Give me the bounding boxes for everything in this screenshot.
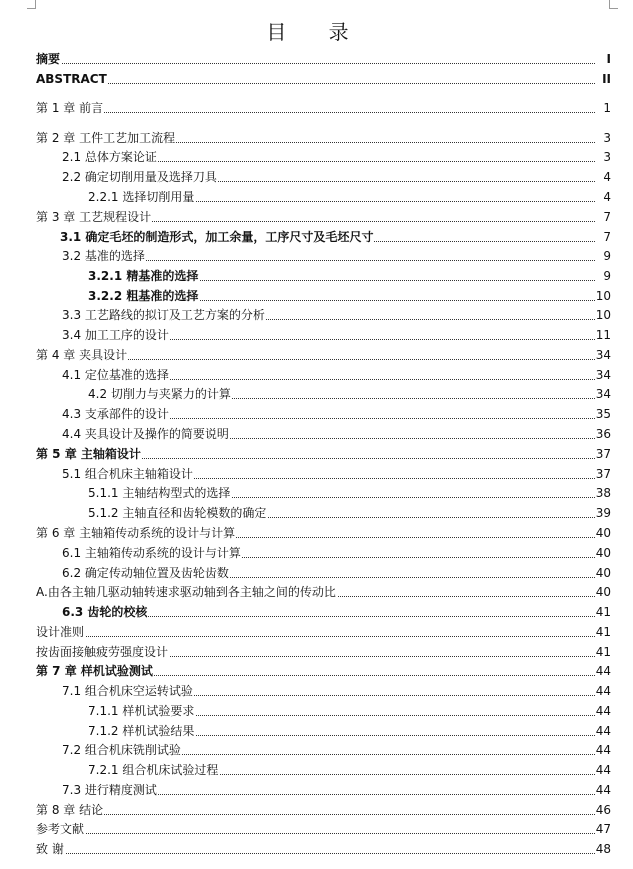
toc-entry-page: 37 — [595, 467, 611, 481]
toc-entry[interactable] — [0, 702, 633, 720]
toc-entry-page: 44 — [595, 783, 611, 797]
toc-entry-page: 11 — [595, 328, 611, 342]
toc-entry[interactable] — [0, 346, 633, 364]
toc-entry-page: 47 — [595, 822, 611, 836]
toc-entry[interactable] — [0, 287, 633, 305]
toc-entry-label: 7.1.2 样机试验结果 — [88, 724, 195, 738]
toc-entry[interactable] — [0, 662, 633, 680]
toc-entry[interactable] — [0, 366, 633, 384]
toc-entry-label: ABSTRACT — [36, 72, 107, 86]
toc-entry-page: 38 — [595, 486, 611, 500]
toc-entry-label: 5.1.2 主轴直径和齿轮模数的确定 — [88, 506, 267, 520]
toc-entry-label: 7.1.1 样机试验要求 — [88, 704, 195, 718]
toc-entry-page: 1 — [595, 99, 611, 117]
toc-entry[interactable] — [0, 228, 633, 246]
toc-entry-label: 6.3 齿轮的校核 — [62, 605, 148, 619]
toc-entry-label: 2.2 确定切削用量及选择刀具 — [62, 170, 217, 184]
toc-entry[interactable] — [0, 385, 633, 403]
toc-entry-page: 34 — [595, 387, 611, 401]
margin-mark-right — [609, 0, 618, 9]
toc-entry-page: 10 — [595, 308, 611, 322]
toc-entry[interactable] — [0, 99, 633, 117]
toc-entry-label: 3.3 工艺路线的拟订及工艺方案的分析 — [62, 308, 265, 322]
toc-entry[interactable] — [0, 129, 633, 147]
toc-entry[interactable] — [0, 544, 633, 562]
toc-entry-page: 37 — [595, 447, 611, 461]
toc-entry[interactable] — [0, 465, 633, 483]
toc-entry-label: 第 6 章 主轴箱传动系统的设计与计算 — [36, 526, 236, 540]
toc-entry[interactable] — [0, 504, 633, 522]
toc-entry-label: 第 2 章 工件工艺加工流程 — [36, 131, 176, 145]
toc-entry[interactable] — [0, 682, 633, 700]
toc-entry-label: 致 谢 — [36, 842, 64, 856]
toc-entry-label: 参考文献 — [36, 822, 85, 836]
toc-entry[interactable] — [0, 188, 633, 206]
toc-entry[interactable] — [0, 603, 633, 621]
toc-entry[interactable] — [0, 524, 633, 542]
toc-entry-label: 按齿面接触疲劳强度设计 — [36, 645, 169, 659]
toc-entry-page: 4 — [595, 188, 611, 206]
toc-entry-page: 41 — [595, 625, 611, 639]
toc-entry-page: 44 — [595, 743, 611, 757]
dot-leader — [36, 852, 605, 854]
toc-entry-page: 9 — [595, 267, 611, 285]
toc-entry-page: 34 — [595, 368, 611, 382]
toc-entry-page: 41 — [595, 605, 611, 619]
toc-entry[interactable] — [0, 583, 633, 601]
toc-entry-label: 2.2.1 选择切削用量 — [88, 190, 195, 204]
toc-entry-page: 10 — [595, 289, 611, 303]
toc-entry-page: 34 — [595, 348, 611, 362]
dot-leader — [36, 832, 605, 834]
toc-entry[interactable] — [0, 484, 633, 502]
toc-entry-page: 40 — [595, 566, 611, 580]
toc-entry[interactable] — [0, 168, 633, 186]
toc-entry[interactable] — [0, 50, 633, 68]
toc-entry-label: 4.3 支承部件的设计 — [62, 407, 169, 421]
toc-entry-page: 41 — [595, 645, 611, 659]
toc-entry-page: 44 — [595, 664, 611, 678]
toc-entry[interactable] — [0, 840, 633, 858]
toc-entry-label: 7.2 组合机床铣削试验 — [62, 743, 181, 757]
dot-leader — [36, 635, 605, 637]
dot-leader — [36, 111, 605, 113]
dot-leader — [36, 813, 605, 815]
toc-entry-page: 4 — [595, 168, 611, 186]
toc-entry-label: 5.1 组合机床主轴箱设计 — [62, 467, 193, 481]
toc-entry[interactable] — [0, 445, 633, 463]
toc-entry-label: 3.2.2 粗基准的选择 — [88, 289, 199, 303]
toc-entry[interactable] — [0, 820, 633, 838]
toc-entry-label: 第 3 章 工艺规程设计 — [36, 210, 152, 224]
toc-entry-page: 40 — [595, 585, 611, 599]
toc-entry-label: 6.1 主轴箱传动系统的设计与计算 — [62, 546, 241, 560]
toc-entry-page: 40 — [595, 526, 611, 540]
toc-entry[interactable] — [0, 326, 633, 344]
toc-entry-label: 5.1.1 主轴结构型式的选择 — [88, 486, 231, 500]
dot-leader — [36, 82, 605, 84]
toc-entry-page: 48 — [595, 842, 611, 856]
toc-entry-label: 设计准则 — [36, 625, 85, 639]
toc-entry[interactable] — [0, 623, 633, 641]
toc-entry-label: 第 7 章 样机试验测试 — [36, 664, 153, 678]
toc-entry[interactable] — [0, 741, 633, 759]
toc-entry-page: 44 — [595, 724, 611, 738]
toc-entry-page: 9 — [595, 247, 611, 265]
toc-entry-page: 44 — [595, 684, 611, 698]
toc-entry-label: 4.4 夹具设计及操作的简要说明 — [62, 427, 229, 441]
toc-entry-page: 7 — [595, 228, 611, 246]
toc-entry[interactable] — [0, 267, 633, 285]
toc-entry[interactable] — [0, 306, 633, 324]
toc-entry-label: 4.2 切削力与夹紧力的计算 — [88, 387, 231, 401]
toc-entry-page: 40 — [595, 546, 611, 560]
toc-entry-page: 44 — [595, 704, 611, 718]
toc-entry-page: 35 — [595, 407, 611, 421]
toc-entry-label: 4.1 定位基准的选择 — [62, 368, 169, 382]
toc-entry[interactable] — [0, 722, 633, 740]
toc-entry[interactable] — [0, 70, 633, 88]
page-title: 目 录 — [266, 20, 367, 44]
toc-entry[interactable] — [0, 405, 633, 423]
toc-entry-label: 7.1 组合机床空运转试验 — [62, 684, 193, 698]
toc-entry-label: 第 8 章 结论 — [36, 803, 104, 817]
toc-entry-page: 36 — [595, 427, 611, 441]
toc-entry-label: 7.3 进行精度测试 — [62, 783, 157, 797]
toc-entry-page: II — [595, 70, 611, 88]
toc-entry-label: 摘要 — [36, 52, 61, 66]
margin-mark-left — [27, 0, 36, 9]
toc-entry-page: 3 — [595, 129, 611, 147]
toc-entry-page: 7 — [595, 208, 611, 226]
toc-entry-label: 3.2.1 精基准的选择 — [88, 269, 199, 283]
toc-entry-page: 3 — [595, 148, 611, 166]
toc-entry-label: 第 5 章 主轴箱设计 — [36, 447, 141, 461]
toc-entry[interactable] — [0, 801, 633, 819]
toc-entry[interactable] — [0, 425, 633, 443]
toc-entry-page: I — [595, 50, 611, 68]
toc-entry[interactable] — [0, 247, 633, 265]
toc-entry[interactable] — [0, 208, 633, 226]
toc-entry-label: 第 4 章 夹具设计 — [36, 348, 128, 362]
toc-entry-label: A.由各主轴几驱动轴转速求驱动轴到各主轴之间的传动比 — [36, 585, 336, 599]
toc-entry-page: 39 — [595, 506, 611, 520]
toc-entry[interactable] — [0, 781, 633, 799]
dot-leader — [36, 62, 605, 64]
toc-entry-page: 46 — [595, 803, 611, 817]
toc-entry[interactable] — [0, 148, 633, 166]
toc-entry-label: 3.2 基准的选择 — [62, 249, 145, 263]
toc-entry-label: 3.4 加工工序的设计 — [62, 328, 169, 342]
toc-entry[interactable] — [0, 643, 633, 661]
toc-entry-page: 44 — [595, 763, 611, 777]
toc-entry-label: 2.1 总体方案论证 — [62, 150, 157, 164]
toc-entry-label: 6.2 确定传动轴位置及齿轮齿数 — [62, 566, 229, 580]
toc-entry-label: 第 1 章 前言 — [36, 101, 104, 115]
toc-entry-label: 3.1 确定毛坯的制造形式，加工余量，工序尺寸及毛坯尺寸 — [60, 230, 374, 244]
toc-entry[interactable] — [0, 564, 633, 582]
toc-entry[interactable] — [0, 761, 633, 779]
toc-entry-label: 7.2.1 组合机床试验过程 — [88, 763, 219, 777]
